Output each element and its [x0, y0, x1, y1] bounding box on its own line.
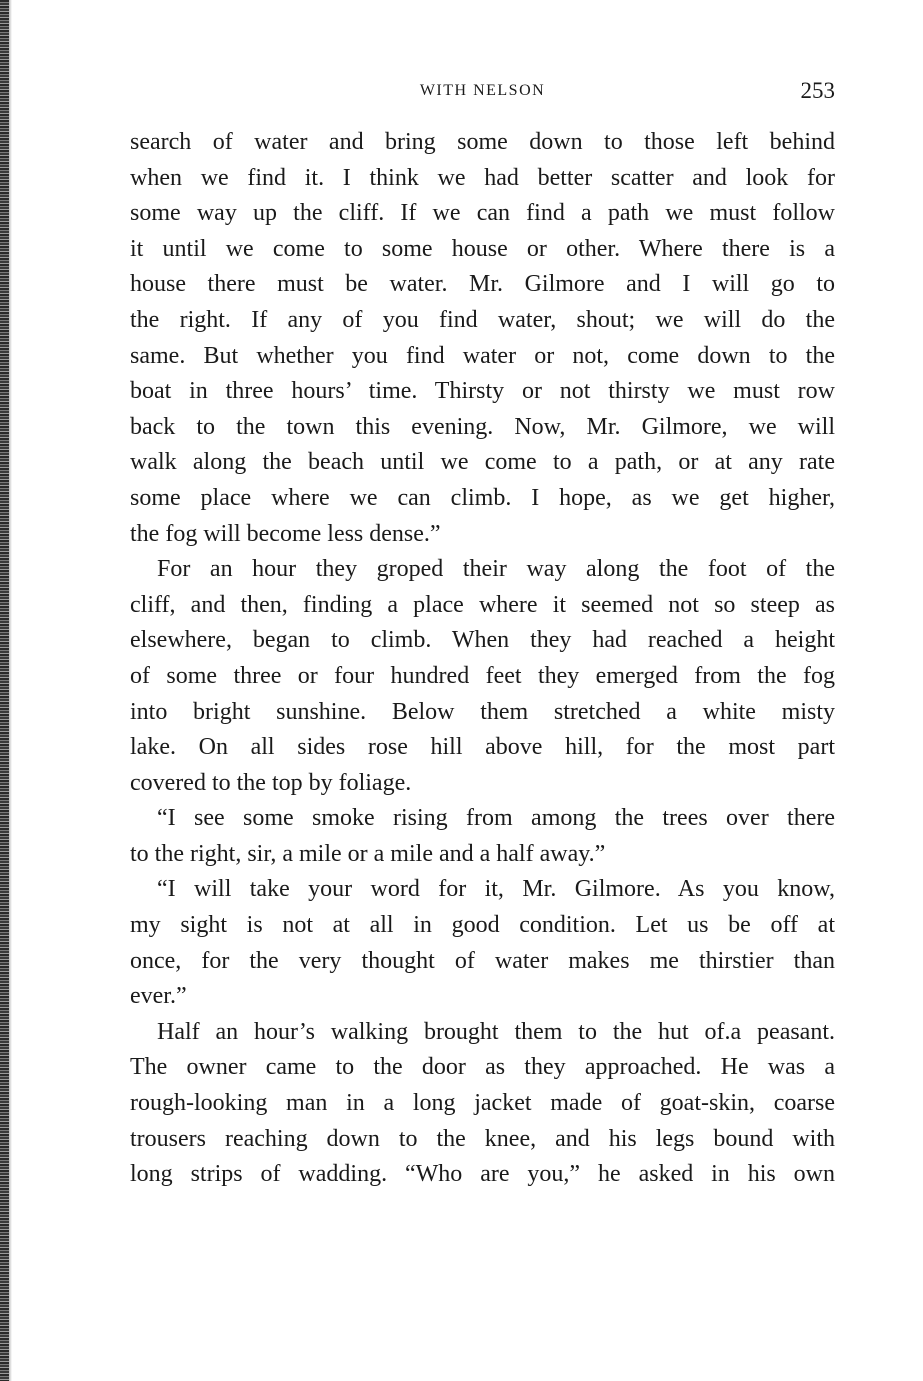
text-line: walk along the beach until we come to a path, or at any rate — [130, 449, 835, 476]
text-line: into bright sunshine. Below them stretched a white misty — [130, 698, 835, 725]
book-binding-edge — [0, 0, 9, 1381]
text-line: search of water and bring some down to those left behind — [130, 129, 835, 155]
text-line: the right. If any of you find water, shout; we will do the — [130, 306, 835, 333]
text-line: covered to the top by foliage. — [130, 769, 412, 796]
body-text — [130, 125, 835, 1193]
text-line: the fog will become less dense.” — [130, 520, 441, 547]
text-line: long strips of wadding. “Who are you,” he asked in his own — [130, 1161, 835, 1188]
paragraph — [130, 872, 835, 1014]
paragraph — [130, 1015, 835, 1193]
paragraph — [130, 552, 835, 801]
text-line: it until we come to some house or other. Where there is a — [130, 235, 835, 262]
text-line: boat in three hours’ time. Thirsty or not thirsty we must row — [130, 378, 835, 405]
text-line: house there must be water. Mr. Gilmore and I will go to — [130, 271, 835, 298]
text-line: once, for the very thought of water makes me thirstier than — [130, 947, 835, 974]
text-line: lake. On all sides rose hill above hill, for the most part — [130, 734, 835, 761]
text-line: The owner came to the door as they approached. He was a — [130, 1054, 835, 1081]
text-line: trousers reaching down to the knee, and his legs bound with — [130, 1125, 835, 1152]
running-head — [130, 78, 835, 108]
text-line: when we find it. I think we had better scatter and look for — [130, 164, 835, 191]
page-number: 253 — [800, 78, 835, 103]
text-line: rough-looking man in a long jacket made of goat-skin, coarse — [130, 1090, 835, 1117]
paragraph — [130, 801, 835, 872]
text-line: back to the town this evening. Now, Mr. Gilmore, we will — [130, 413, 835, 440]
text-line: “I see some smoke rising from among the trees over there — [157, 805, 835, 832]
text-line: elsewhere, began to climb. When they had reached a height — [130, 627, 835, 654]
text-line: ever.” — [130, 983, 187, 1010]
text-line: some place where we can climb. I hope, as we get higher, — [130, 484, 835, 511]
text-line: For an hour they groped their way along the foot of the — [157, 556, 835, 583]
text-line: of some three or four hundred feet they emerged from the fog — [130, 662, 835, 689]
paragraph — [130, 125, 835, 552]
text-line: “I will take your word for it, Mr. Gilmore. As you know, — [157, 876, 835, 903]
text-line: same. But whether you find water or not, come down to the — [130, 342, 835, 369]
text-line: my sight is not at all in good condition. Let us be off at — [130, 912, 835, 939]
text-line: Half an hour’s walking brought them to the hut of.a peasant. — [157, 1018, 835, 1045]
running-title: WITH NELSON — [419, 82, 546, 99]
text-line: some way up the cliff. If we can find a path we must follow — [130, 200, 835, 227]
text-line: to the right, sir, a mile or a mile and a half away.” — [130, 840, 606, 867]
text-line: cliff, and then, finding a place where it seemed not so steep as — [130, 591, 835, 618]
